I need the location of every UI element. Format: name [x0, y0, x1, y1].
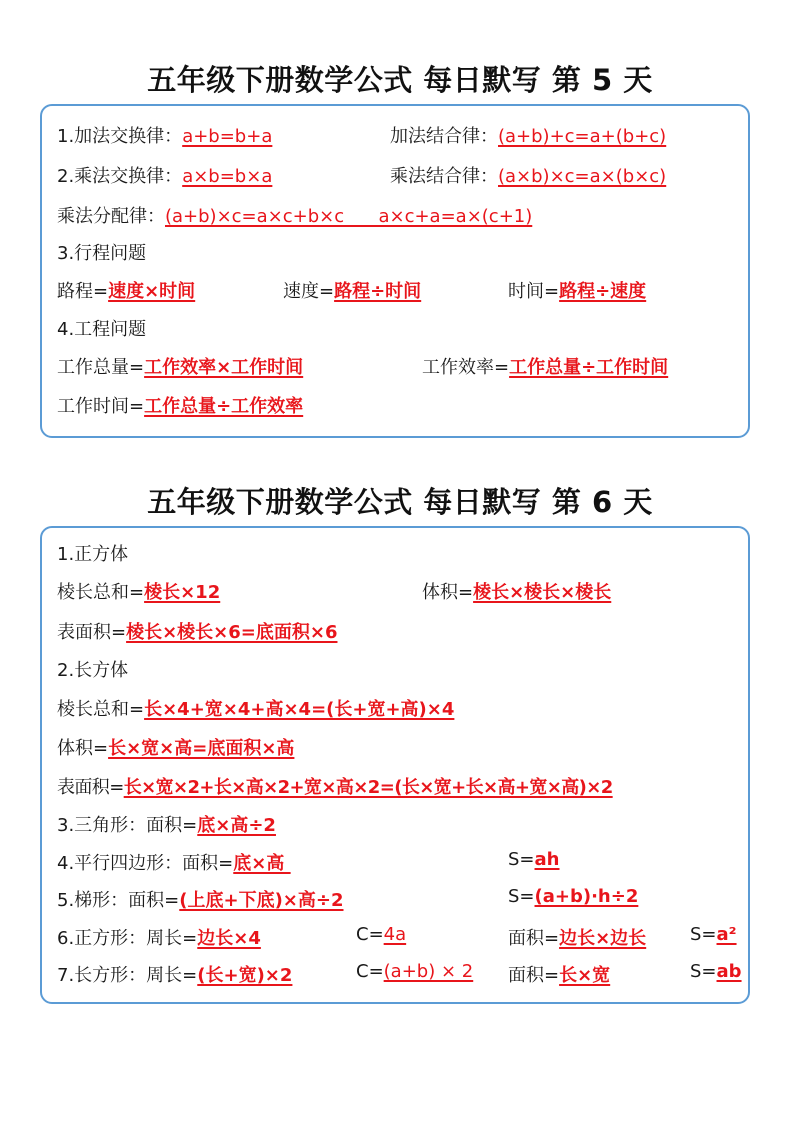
- label: 体积=: [57, 738, 109, 759]
- trapezoid-formula: [508, 886, 638, 907]
- answer: 工作总量÷工作效率: [144, 396, 304, 417]
- answer: ah: [534, 849, 560, 870]
- rectangle-area-row: [508, 961, 610, 987]
- answer: 工作总量÷工作时间: [509, 357, 669, 378]
- label: 4.平行四边形：面积=: [57, 853, 234, 874]
- distributive-row: [57, 202, 532, 228]
- work-time-row: [57, 392, 303, 418]
- label: 工作总量=: [57, 357, 145, 378]
- answer: (a+b) × 2: [383, 961, 474, 982]
- label: 面积=: [508, 928, 560, 949]
- label: 表面积=: [57, 777, 124, 798]
- associative-multiplication-row: [390, 162, 666, 188]
- label: 体积=: [422, 582, 474, 603]
- associative-addition-row: [390, 122, 666, 148]
- speed-row: [283, 277, 421, 303]
- parallelogram-formula: [508, 849, 559, 870]
- answer: 长×宽×高=底面积×高: [108, 738, 295, 759]
- answer: 速度×时间: [108, 281, 196, 302]
- label: 5.梯形：面积=: [57, 890, 180, 911]
- answer: 底×高÷2: [197, 815, 276, 836]
- section-heading: 3.行程问题: [57, 243, 147, 264]
- answer: 边长×边长: [559, 928, 647, 949]
- answer: 底×高: [233, 853, 291, 874]
- answer: 棱长×棱长×棱长: [473, 582, 612, 603]
- cuboid-edge-row: [57, 695, 454, 721]
- day5-title: 五年级下册数学公式 每日默写 第 5 天: [147, 63, 653, 97]
- answer: (长+宽)×2: [197, 965, 293, 986]
- label: 面积=: [508, 965, 560, 986]
- label: 3.三角形：面积=: [57, 815, 198, 836]
- answer: a²: [716, 924, 737, 945]
- label: C=: [356, 924, 384, 945]
- label: 棱长总和=: [57, 699, 145, 720]
- trapezoid-row: [57, 886, 344, 912]
- answer: (a+b)+c=a+(b+c): [498, 126, 667, 147]
- label: 乘法结合律：: [390, 166, 498, 187]
- day5-card: [40, 104, 750, 438]
- answer: (上底+下底)×高÷2: [179, 890, 344, 911]
- answer: (a+b)×c=a×c+b×c a×c+a=a×(c+1): [165, 206, 533, 227]
- day6-title: 五年级下册数学公式 每日默写 第 6 天: [147, 485, 653, 519]
- label: 1.加法交换律：: [57, 126, 183, 147]
- answer: 棱长×12: [144, 582, 221, 603]
- label: 速度=: [283, 281, 335, 302]
- time-row: [508, 277, 646, 303]
- label: C=: [356, 961, 384, 982]
- label: S=: [508, 849, 535, 870]
- cuboid-volume-row: [57, 734, 294, 760]
- cuboid-surface-row: [57, 773, 613, 799]
- work-efficiency-row: [422, 353, 668, 379]
- answer: a+b=b+a: [182, 126, 273, 147]
- label: 乘法分配律：: [57, 206, 165, 227]
- answer: 长×宽: [559, 965, 611, 986]
- label: 6.正方形：周长=: [57, 928, 198, 949]
- answer: 4a: [383, 924, 407, 945]
- square-area-formula: [690, 924, 737, 945]
- label: 2.乘法交换律：: [57, 166, 183, 187]
- triangle-row: [57, 811, 276, 837]
- square-perimeter-row: [57, 924, 261, 950]
- section-heading: 1.正方体: [57, 544, 129, 565]
- answer: 路程÷时间: [334, 281, 422, 302]
- distance-row: [57, 277, 195, 303]
- label: 工作时间=: [57, 396, 145, 417]
- answer: a×b=b×a: [182, 166, 273, 187]
- answer: 长×4+宽×4+高×4=(长+宽+高)×4: [144, 699, 455, 720]
- answer: 边长×4: [197, 928, 261, 949]
- cube-volume-row: [422, 578, 611, 604]
- cube-edge-row: [57, 578, 220, 604]
- parallelogram-row: [57, 849, 291, 875]
- answer: 路程÷速度: [559, 281, 647, 302]
- rectangle-perimeter-row: [57, 961, 292, 987]
- square-area-row: [508, 924, 646, 950]
- label: 路程=: [57, 281, 109, 302]
- label: S=: [508, 886, 535, 907]
- commutative-multiplication-row: [57, 162, 272, 188]
- section-heading: 4.工程问题: [57, 319, 147, 340]
- cube-surface-row: [57, 618, 337, 644]
- label: 表面积=: [57, 622, 127, 643]
- label: 加法结合律：: [390, 126, 498, 147]
- answer: (a×b)×c=a×(b×c): [498, 166, 667, 187]
- label: 棱长总和=: [57, 582, 145, 603]
- answer: (a+b)·h÷2: [534, 886, 639, 907]
- rectangle-perimeter-formula: [356, 961, 473, 982]
- section-heading: 2.长方体: [57, 660, 129, 681]
- answer: 棱长×棱长×6=底面积×6: [126, 622, 338, 643]
- answer: 工作效率×工作时间: [144, 357, 304, 378]
- commutative-addition-row: [57, 122, 272, 148]
- label: 时间=: [508, 281, 560, 302]
- answer: 长×宽×2+长×高×2+宽×高×2=(长×宽+长×高+宽×高)×2: [123, 777, 613, 798]
- label: S=: [690, 924, 717, 945]
- label: 工作效率=: [422, 357, 510, 378]
- work-total-row: [57, 353, 303, 379]
- square-perimeter-formula: [356, 924, 406, 945]
- label: S=: [690, 961, 717, 982]
- rectangle-area-formula: [690, 961, 742, 982]
- label: 7.长方形：周长=: [57, 965, 198, 986]
- answer: ab: [716, 961, 742, 982]
